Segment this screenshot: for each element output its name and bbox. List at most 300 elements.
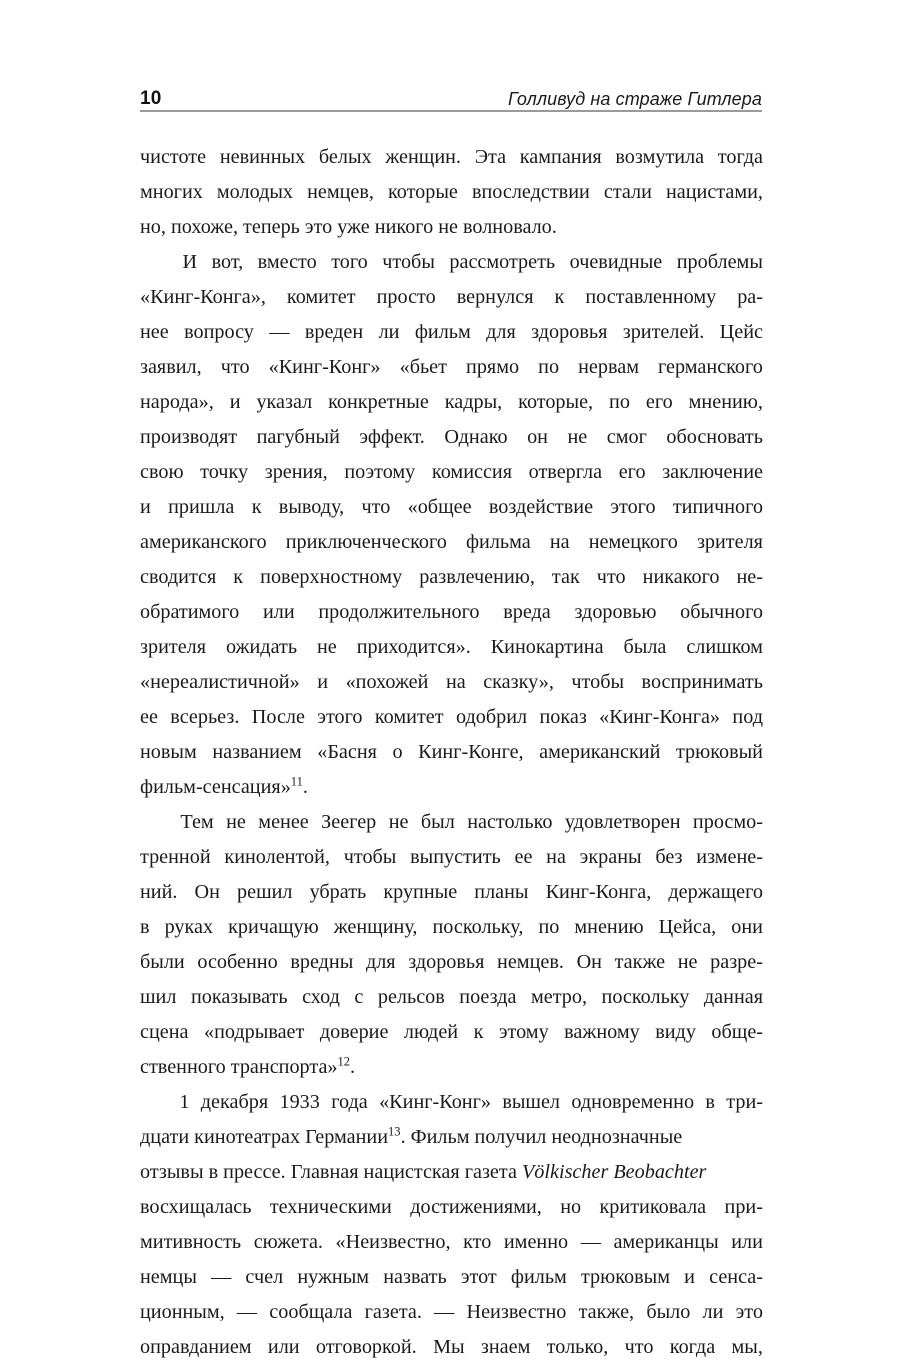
word: рельсов xyxy=(377,986,445,1008)
word: «Неизвестно, xyxy=(335,1231,451,1253)
text-line xyxy=(140,1295,763,1330)
word: воздействие xyxy=(488,496,594,518)
word: комитет xyxy=(374,706,444,728)
word: здоровья xyxy=(531,321,608,343)
word: стали xyxy=(603,181,652,203)
text-line xyxy=(140,945,763,980)
word: немцев. xyxy=(497,951,564,973)
footnote-marker[interactable]: 11 xyxy=(290,774,303,789)
word: кричащую xyxy=(228,916,319,938)
word: производят xyxy=(140,426,238,448)
word: вернулся xyxy=(456,286,534,308)
word: «Басня xyxy=(317,741,377,763)
word: чтобы xyxy=(571,671,625,693)
word: также xyxy=(614,951,666,973)
italic-newspaper-name: Völkischer Beobachter xyxy=(521,1161,707,1183)
word: не xyxy=(316,636,337,658)
word: обосновать xyxy=(666,426,763,448)
word: немцы xyxy=(140,1266,197,1288)
word: приходится». xyxy=(356,636,471,658)
word: того xyxy=(331,251,368,273)
word: впоследствии xyxy=(471,181,590,203)
text-line xyxy=(140,1050,763,1085)
word: невинных xyxy=(219,146,306,168)
word: Зеегер xyxy=(321,811,377,833)
word: этого xyxy=(317,706,363,728)
word: «нереалистичной» xyxy=(140,671,300,693)
word: народа», xyxy=(140,391,214,413)
word: зрителя xyxy=(140,636,207,658)
word: мнению xyxy=(574,916,644,938)
word: слишком xyxy=(686,636,763,658)
line-text xyxy=(140,1120,682,1155)
word: не xyxy=(677,951,698,973)
word: это xyxy=(735,1301,763,1323)
word: продолжительного xyxy=(318,601,480,623)
word: кадры, xyxy=(444,391,503,413)
paragraph xyxy=(140,140,763,245)
text-line xyxy=(140,140,763,175)
word: показывать xyxy=(190,986,288,1008)
word: ее xyxy=(140,706,158,728)
word: с xyxy=(354,986,364,1008)
word: просто xyxy=(376,286,436,308)
word: для xyxy=(365,951,396,973)
word: эффект. xyxy=(359,426,425,448)
word: поскольку xyxy=(601,986,690,1008)
word: тогда xyxy=(717,146,763,168)
footnote-marker[interactable]: 12 xyxy=(337,1054,351,1069)
text-line xyxy=(140,630,763,665)
text-line xyxy=(140,1330,763,1365)
word: Кинг-Конге, xyxy=(418,741,524,763)
word: указал xyxy=(256,391,313,413)
text-line xyxy=(140,455,763,490)
word: сцена xyxy=(140,1021,189,1043)
page-header xyxy=(140,78,762,110)
word: сюжета. xyxy=(253,1231,323,1253)
line-tail: . xyxy=(350,1056,356,1078)
footnote-marker[interactable]: 13 xyxy=(388,1124,401,1139)
word: были xyxy=(140,951,185,973)
word: что xyxy=(624,1336,654,1358)
word: под xyxy=(732,706,763,728)
word: нее xyxy=(140,321,169,343)
word: зрителя xyxy=(696,531,763,553)
word: новым xyxy=(140,741,197,763)
word: газета. xyxy=(364,1301,422,1323)
word: Кинокартина xyxy=(490,636,604,658)
word: кинолентой, xyxy=(224,846,330,868)
word: поскольку, xyxy=(432,916,524,938)
word: заключение xyxy=(662,461,763,483)
word: по xyxy=(538,916,560,938)
word: всерьез. xyxy=(170,706,240,728)
word: трюковый xyxy=(675,741,763,763)
word: что xyxy=(596,566,626,588)
text-line xyxy=(140,350,763,385)
word: назвать xyxy=(383,1266,447,1288)
word: чтобы xyxy=(382,251,435,273)
line-tail: . xyxy=(302,776,308,798)
word: Цейса, xyxy=(658,916,717,938)
word: ра- xyxy=(737,286,763,308)
word: ли xyxy=(378,321,400,343)
word: Мы xyxy=(433,1336,465,1358)
word: названием xyxy=(212,741,302,763)
word: для xyxy=(486,321,516,343)
word: сказку», xyxy=(483,671,554,693)
line-segment: дцати кинотеатрах Германии xyxy=(140,1126,389,1148)
word: его xyxy=(645,391,673,413)
word: комитет xyxy=(286,286,356,308)
paragraph xyxy=(140,805,763,1085)
word: молодых xyxy=(216,181,294,203)
word: просмо- xyxy=(692,811,763,833)
word: менее xyxy=(258,811,309,833)
word: когда xyxy=(669,1336,716,1358)
word: «похожей xyxy=(345,671,429,693)
word: метро, xyxy=(530,986,588,1008)
text-line xyxy=(140,1260,763,1295)
word: зрения, xyxy=(264,461,328,483)
word: при- xyxy=(724,1196,763,1218)
line-segment: . Фильм получил неоднозначные xyxy=(400,1126,683,1148)
word: нацистами, xyxy=(665,181,763,203)
text-line xyxy=(140,210,763,245)
word: пагубный xyxy=(256,426,340,448)
word: они xyxy=(731,916,763,938)
word: кто xyxy=(463,1231,492,1253)
word: нужным xyxy=(297,1266,370,1288)
word: критиковала xyxy=(599,1196,707,1218)
word: обратимого xyxy=(140,601,240,623)
paragraph-indent xyxy=(140,1085,168,1120)
word: вместо xyxy=(257,251,317,273)
page-number: 10 xyxy=(140,88,162,109)
text-line xyxy=(140,175,763,210)
word: он xyxy=(527,426,548,448)
word: женщин. xyxy=(385,146,461,168)
word: трюковым xyxy=(580,1266,670,1288)
line-text: фильм-сенсация» xyxy=(140,776,291,798)
word: проблемы xyxy=(676,251,763,273)
header-divider xyxy=(140,110,762,112)
word: одобрил xyxy=(455,706,528,728)
word: вопросу xyxy=(184,321,254,343)
word: Он xyxy=(576,951,602,973)
paragraph xyxy=(140,245,763,805)
word: не xyxy=(567,426,588,448)
word: вреден xyxy=(304,321,364,343)
text-line xyxy=(140,840,763,875)
text-line xyxy=(140,490,763,525)
word: никакого xyxy=(642,566,720,588)
word: на xyxy=(546,846,566,868)
word: фильма xyxy=(465,531,531,553)
word: именно xyxy=(503,1231,569,1253)
word: белых xyxy=(318,146,372,168)
body-text-block xyxy=(140,140,763,1365)
word: и xyxy=(317,671,329,693)
word: фильм xyxy=(414,321,471,343)
word: к xyxy=(233,566,244,588)
word: поэтому xyxy=(344,461,416,483)
word: техническими xyxy=(269,1196,392,1218)
word: рассмотреть xyxy=(449,251,556,273)
word: декабря xyxy=(200,1091,269,1113)
word: и xyxy=(684,1266,695,1288)
word: точку xyxy=(200,461,249,483)
word: этому xyxy=(498,1021,549,1043)
word: удовлетворен xyxy=(564,811,681,833)
word: немцев, xyxy=(307,181,374,203)
word: экраны xyxy=(579,846,642,868)
text-line xyxy=(140,280,763,315)
word: После xyxy=(251,706,305,728)
word: обычного xyxy=(680,601,763,623)
word: мы, xyxy=(731,1336,763,1358)
word: шил xyxy=(140,986,177,1008)
word: немецкого xyxy=(588,531,678,553)
word: вредны xyxy=(290,951,354,973)
word: без xyxy=(655,846,683,868)
text-line xyxy=(140,805,763,840)
word: «общее xyxy=(407,496,472,518)
word: поставленному xyxy=(585,286,717,308)
text-line xyxy=(140,735,763,770)
text-line xyxy=(140,1120,763,1155)
word: смог xyxy=(606,426,647,448)
running-head-title: Голливуд на страже Гитлера xyxy=(508,89,762,109)
text-line xyxy=(140,980,763,1015)
word: показ xyxy=(539,706,587,728)
word: ее xyxy=(514,846,533,868)
word: вышел xyxy=(502,1091,561,1113)
word: обще- xyxy=(711,1021,763,1043)
text-line xyxy=(140,1155,763,1190)
word: измене- xyxy=(696,846,763,868)
word: этот xyxy=(460,1266,497,1288)
word: ожидать xyxy=(225,636,298,658)
word: «Кинг-Конга» xyxy=(599,706,721,728)
word: оправданием xyxy=(140,1336,252,1358)
word: разре- xyxy=(710,951,763,973)
line-text xyxy=(140,1155,706,1190)
word: американского xyxy=(140,531,267,553)
word: мнению, xyxy=(688,391,763,413)
word: чтобы xyxy=(343,846,397,868)
word: данная xyxy=(703,986,763,1008)
word: 1 xyxy=(179,1091,190,1113)
word: но xyxy=(560,1196,582,1218)
text-line xyxy=(140,875,763,910)
word: приключенческого xyxy=(285,531,447,553)
word: 1933 xyxy=(279,1091,320,1113)
text-line xyxy=(140,385,763,420)
word: к xyxy=(554,286,565,308)
word: — xyxy=(269,321,290,343)
word: на xyxy=(549,531,570,553)
word: — xyxy=(580,1231,601,1253)
word: здоровью xyxy=(574,601,657,623)
word: крупные xyxy=(383,881,458,903)
paragraph-indent xyxy=(140,805,168,840)
text-line xyxy=(140,1190,763,1225)
word: свою xyxy=(140,461,184,483)
word: не xyxy=(388,811,409,833)
word: три- xyxy=(726,1091,763,1113)
word: американцы xyxy=(613,1231,719,1253)
word: ли xyxy=(702,1301,724,1323)
word: планы xyxy=(474,881,529,903)
word: митивность xyxy=(140,1231,242,1253)
text-line xyxy=(140,315,763,350)
word: не- xyxy=(736,566,763,588)
word: также, xyxy=(578,1301,635,1323)
word: сенса- xyxy=(709,1266,763,1288)
text-line xyxy=(140,595,763,630)
word: выпустить xyxy=(410,846,501,868)
word: сводится xyxy=(140,566,217,588)
word: восхищалась xyxy=(140,1196,252,1218)
word: так xyxy=(551,566,580,588)
word: в xyxy=(140,916,150,938)
paragraph xyxy=(140,1085,763,1365)
word: что xyxy=(361,496,391,518)
word: комиссия xyxy=(431,461,513,483)
word: поверхностному xyxy=(260,566,403,588)
word: воспринимать xyxy=(641,671,763,693)
word: конкретные xyxy=(328,391,429,413)
word: его xyxy=(618,461,646,483)
text-line xyxy=(140,770,763,805)
word: ний. xyxy=(140,881,178,903)
word: типичного xyxy=(672,496,763,518)
word: счел xyxy=(245,1266,284,1288)
word: этого xyxy=(610,496,656,518)
word: «Кинг-Конга», xyxy=(140,286,266,308)
word: Эта xyxy=(474,146,507,168)
word: Неизвестно xyxy=(466,1301,567,1323)
word: на xyxy=(445,671,466,693)
word: кампания xyxy=(519,146,602,168)
word: очевидные xyxy=(569,251,663,273)
word: решил xyxy=(237,881,293,903)
word: или xyxy=(262,601,295,623)
text-line xyxy=(140,1085,763,1120)
word: убрать xyxy=(309,881,367,903)
word: к xyxy=(473,1021,484,1043)
word: отвергла xyxy=(528,461,603,483)
word: по xyxy=(609,391,630,413)
word: чистоте xyxy=(140,146,207,168)
word: было xyxy=(646,1301,691,1323)
word: И xyxy=(182,251,198,273)
word: людей xyxy=(403,1021,459,1043)
word: Однако xyxy=(444,426,508,448)
word: к xyxy=(251,496,262,518)
word: и xyxy=(140,496,151,518)
word: важному xyxy=(564,1021,640,1043)
text-line xyxy=(140,910,763,945)
word: был xyxy=(420,811,455,833)
text-line xyxy=(140,1225,763,1260)
word: «Кинг-Конг» xyxy=(379,1091,491,1113)
word: сообщала xyxy=(269,1301,353,1323)
word: знаем xyxy=(480,1336,531,1358)
text-line xyxy=(140,665,763,700)
word: зрителей. xyxy=(622,321,705,343)
word: вот, xyxy=(211,251,244,273)
word: и xyxy=(229,391,241,413)
word: — xyxy=(434,1301,455,1323)
text-line xyxy=(140,525,763,560)
word: тренной xyxy=(140,846,211,868)
word: ционным, xyxy=(140,1301,225,1323)
text-line xyxy=(140,245,763,280)
word: — xyxy=(211,1266,232,1288)
word: по xyxy=(538,356,560,378)
word: — xyxy=(236,1301,258,1323)
word: о xyxy=(392,741,403,763)
word: поезда xyxy=(459,986,517,1008)
word: в xyxy=(705,1091,715,1113)
word: женщину, xyxy=(333,916,418,938)
word: «бьет xyxy=(399,356,447,378)
word: «Кинг-Конг» xyxy=(268,356,381,378)
line-segment: отзывы в прессе. Главная нацистская газета xyxy=(140,1161,522,1183)
word: заявил, xyxy=(140,356,202,378)
word: сход xyxy=(302,986,340,1008)
word: виду xyxy=(655,1021,696,1043)
word: отговоркой. xyxy=(315,1336,417,1358)
word: пришла xyxy=(168,496,235,518)
word: только, xyxy=(546,1336,609,1358)
paragraph-indent xyxy=(140,245,168,280)
word: вреда xyxy=(503,601,551,623)
word: не xyxy=(226,811,246,833)
word: фильм xyxy=(510,1266,567,1288)
line-text: но, похоже, теперь это уже никого не волновало. xyxy=(140,216,557,238)
word: или xyxy=(731,1231,763,1253)
word: настолько xyxy=(467,811,553,833)
word: была xyxy=(623,636,667,658)
word: которые, xyxy=(518,391,594,413)
word: одновременно xyxy=(571,1091,695,1113)
word: достижениями, xyxy=(410,1196,542,1218)
line-text: ственного транспорта» xyxy=(140,1056,338,1078)
word: здоровья xyxy=(408,951,485,973)
word: нервам xyxy=(578,356,639,378)
word: «подрывает xyxy=(203,1021,305,1043)
word: которые xyxy=(388,181,458,203)
word: руках xyxy=(164,916,214,938)
word: многих xyxy=(140,181,203,203)
text-line xyxy=(140,560,763,595)
word: года xyxy=(331,1091,368,1113)
word: Цейс xyxy=(719,321,763,343)
word: американский xyxy=(539,741,661,763)
word: что xyxy=(220,356,250,378)
word: возмутила xyxy=(615,146,705,168)
word: Кинг-Конга, xyxy=(545,881,652,903)
text-line xyxy=(140,1015,763,1050)
word: или xyxy=(267,1336,300,1358)
word: доверие xyxy=(319,1021,389,1043)
word: Тем xyxy=(180,811,214,833)
text-line xyxy=(140,420,763,455)
